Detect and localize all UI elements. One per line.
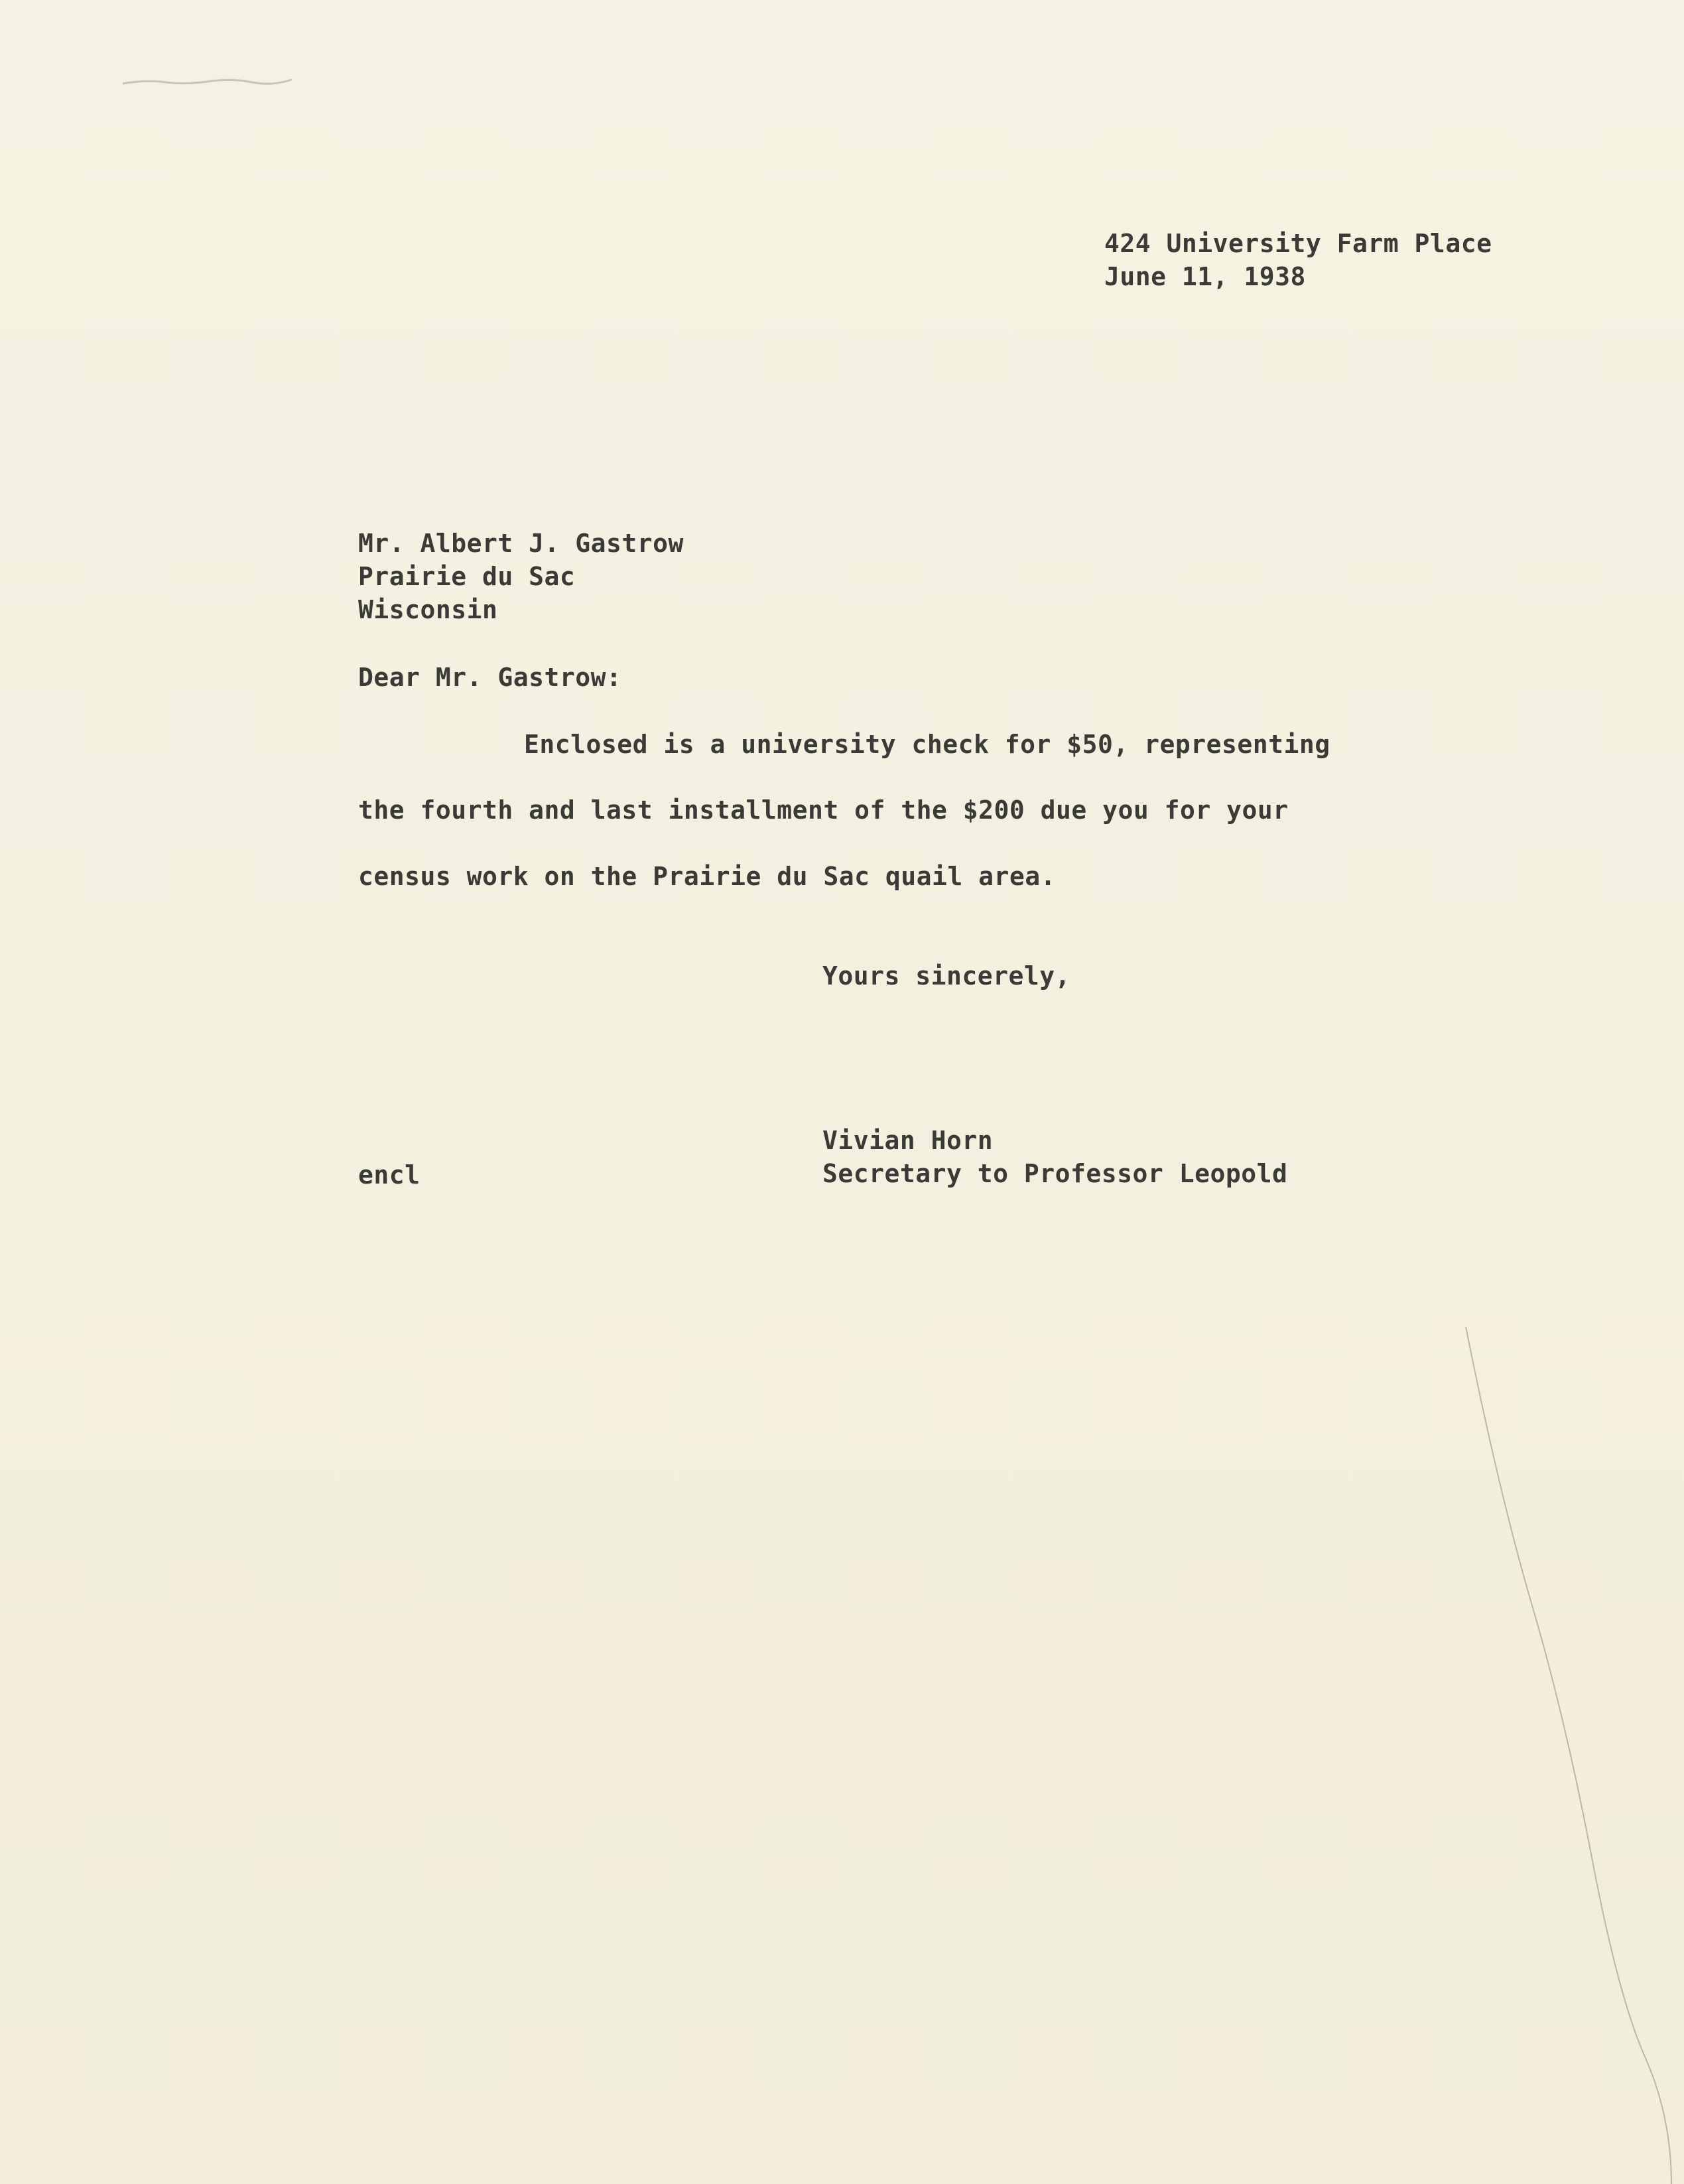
pencil-mark	[119, 65, 318, 92]
body-line-1: Enclosed is a university check for $50, representing	[524, 730, 1330, 759]
salutation: Dear Mr. Gastrow:	[358, 663, 622, 692]
paper-crease	[1459, 1327, 1684, 2184]
signature-title: Secretary to Professor Leopold	[822, 1159, 1288, 1188]
signature-name: Vivian Horn	[822, 1126, 994, 1155]
body-line-3: census work on the Prairie du Sac quail area.	[358, 862, 1057, 891]
recipient-state: Wisconsin	[358, 595, 498, 624]
recipient-name: Mr. Albert J. Gastrow	[358, 529, 684, 558]
sender-address: 424 University Farm Place	[1104, 229, 1492, 258]
body-line-2: the fourth and last installment of the $200 due you for your	[358, 795, 1289, 825]
recipient-city: Prairie du Sac	[358, 562, 576, 591]
letter-date: June 11, 1938	[1104, 262, 1306, 291]
closing: Yours sincerely,	[822, 961, 1071, 990]
enclosure-note: encl	[358, 1160, 421, 1190]
